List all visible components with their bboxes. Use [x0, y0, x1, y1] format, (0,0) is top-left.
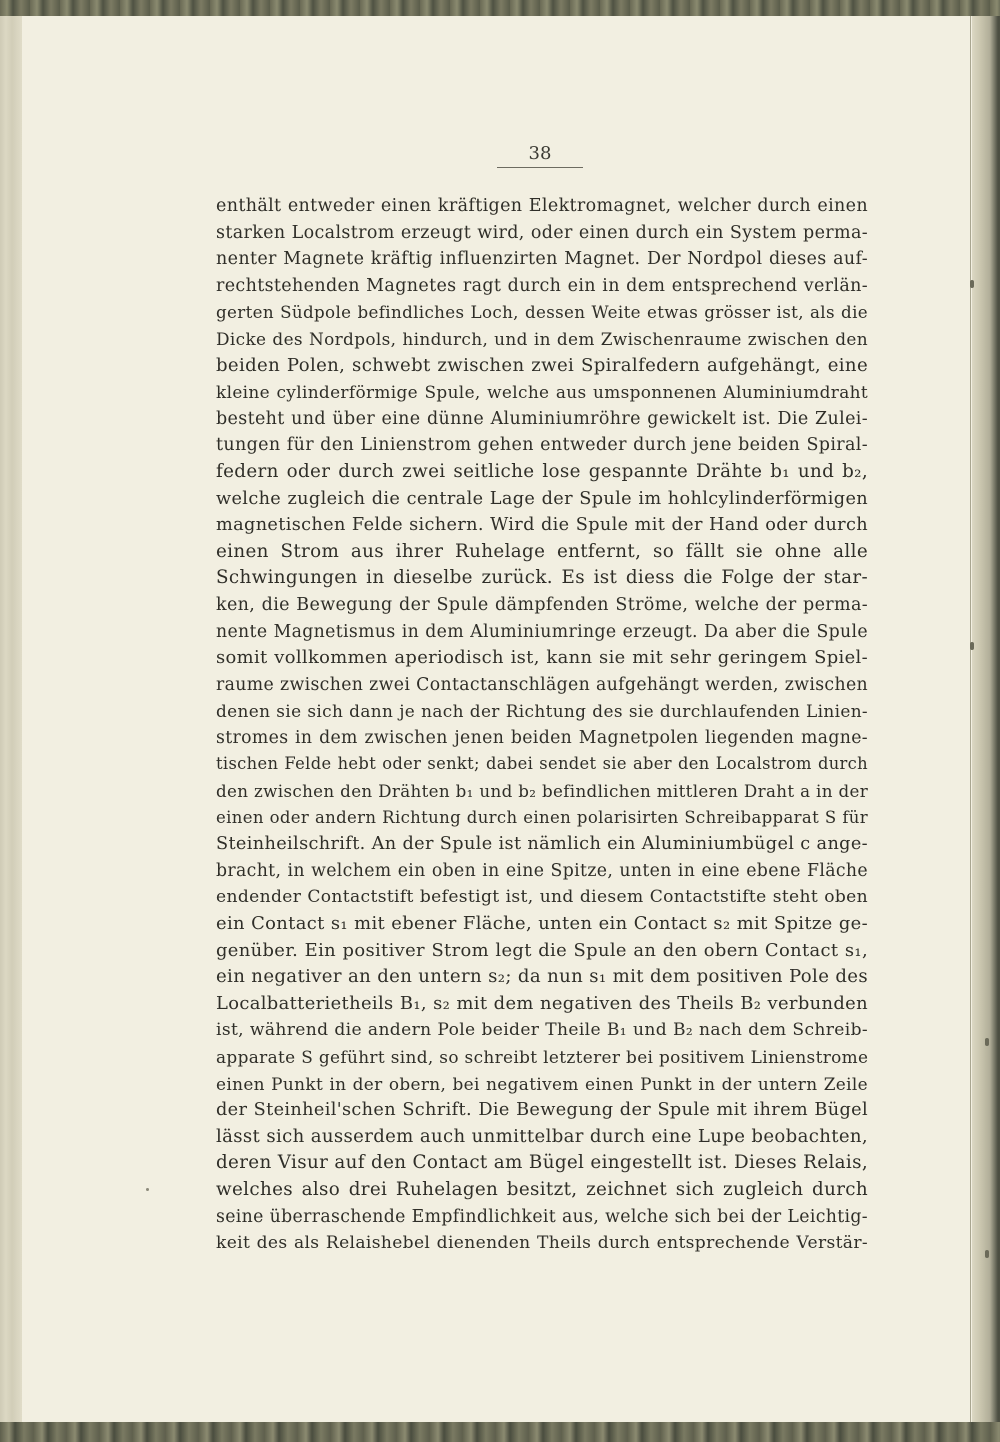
top-binding-strip	[0, 0, 1000, 16]
text-line: ein Contact s₁ mit ebener Fläche, unten ein Contact s₂ mit Spitze ge-	[216, 913, 868, 935]
text-line: ein negativer an den untern s₂; da nun s₁ mit dem positiven Pole des	[216, 966, 868, 988]
text-line: tungen für den Linienstrom gehen entweder durch jene beiden Spiral-	[216, 435, 868, 456]
text-line: Schwingungen in dieselbe zurück. Es ist diess die Folge der star-	[216, 567, 868, 589]
text-line: welche zugleich die centrale Lage der Spule im hohlcylinderförmigen	[216, 488, 868, 509]
left-page-edge	[0, 16, 23, 1422]
text-line: welches also drei Ruhelagen besitzt, zeichnet sich zugleich durch	[216, 1178, 868, 1200]
text-line: seine überraschende Empfindlichkeit aus, welche sich bei der Leichtig-	[216, 1206, 868, 1227]
text-line: der Steinheil'schen Schrift. Die Bewegung der Spule mit ihrem Bügel	[216, 1100, 868, 1121]
text-line: raume zwischen zwei Contactanschlägen aufgehängt werden, zwischen	[216, 674, 868, 695]
text-line: einen oder andern Richtung durch einen polarisirten Schreibapparat S für	[216, 807, 868, 827]
text-line: nente Magnetismus in dem Aluminiumringe erzeugt. Da aber die Spule	[216, 621, 868, 642]
text-line: Localbatterietheils B₁, s₂ mit dem negativen des Theils B₂ verbunden	[216, 992, 868, 1014]
text-line: stromes in dem zwischen jenen beiden Magnetpolen liegenden magne-	[216, 727, 868, 748]
text-line: ken, die Bewegung der Spule dämpfenden Ströme, welche der perma-	[216, 594, 868, 615]
text-line: magnetischen Felde sichern. Wird die Spule mit der Hand oder durch	[216, 515, 868, 536]
paper-speck	[146, 1188, 149, 1191]
text-line: deren Visur auf den Contact am Bügel eingestellt ist. Dieses Relais,	[216, 1152, 868, 1174]
right-page-edge	[972, 16, 1000, 1422]
text-line: enthält entweder einen kräftigen Elektromagnet, welcher durch einen	[216, 196, 868, 216]
text-line: lässt sich ausserdem auch unmittelbar durch eine Lupe beobachten,	[216, 1125, 868, 1147]
page-number-rule	[497, 167, 583, 168]
text-line: den zwischen den Drähten b₁ und b₂ befindlichen mittleren Draht a in der	[216, 781, 869, 802]
text-line: apparate S geführt sind, so schreibt letzterer bei positivem Linienstrome	[216, 1047, 869, 1067]
text-line: beiden Polen, schwebt zwischen zwei Spiralfedern aufgehängt, eine	[216, 354, 868, 376]
text-line: nenter Magnete kräftig influenzirten Magnet. Der Nordpol dieses auf-	[216, 249, 868, 270]
page-number: 38	[528, 143, 552, 164]
text-line: besteht und über eine dünne Aluminiumröhre gewickelt ist. Die Zulei-	[216, 408, 868, 429]
text-line: einen Punkt in der obern, bei negativem einen Punkt in der untern Zeile	[216, 1073, 868, 1094]
text-line: starken Localstrom erzeugt wird, oder einen durch ein System perma-	[216, 222, 868, 243]
right-margin-rule	[970, 16, 971, 1422]
text-line: einen Strom aus ihrer Ruhelage entfernt, so fällt sie ohne alle	[216, 540, 868, 562]
text-line: Steinheilschrift. An der Spule ist nämlich ein Aluminiumbügel c ange-	[216, 834, 868, 855]
margin-tick	[985, 1038, 989, 1046]
margin-tick	[985, 1250, 989, 1258]
text-line: denen sie sich dann je nach der Richtung des sie durchlaufenden Linien-	[216, 701, 868, 722]
margin-tick	[970, 642, 974, 650]
bottom-binding-strip	[0, 1422, 1000, 1442]
text-line: federn oder durch zwei seitliche lose gespannte Drähte b₁ und b₂,	[216, 460, 868, 482]
text-line: bracht, in welchem ein oben in eine Spitze, unten in eine ebene Fläche	[216, 860, 868, 881]
text-line: rechtstehenden Magnetes ragt durch ein in dem entsprechend verlän-	[216, 275, 868, 296]
text-line: gerten Südpole befindliches Loch, dessen Weite etwas grösser ist, als die	[216, 302, 868, 323]
text-line: somit vollkommen aperiodisch ist, kann sie mit sehr geringem Spiel-	[216, 647, 868, 669]
text-line: genüber. Ein positiver Strom legt die Spule an den obern Contact s₁,	[216, 939, 868, 961]
text-line: ist, während die andern Pole beider Theile B₁ und B₂ nach dem Schreib-	[216, 1020, 868, 1041]
text-line: keit des als Relaishebel dienenden Theils durch entsprechende Verstär-	[216, 1233, 868, 1254]
margin-tick	[970, 280, 974, 288]
text-line: tischen Felde hebt oder senkt; dabei sendet sie aber den Localstrom durch	[216, 754, 868, 774]
body-text	[216, 193, 868, 1257]
text-line: Dicke des Nordpols, hindurch, und in dem Zwischenraume zwischen den	[216, 328, 868, 349]
text-line: kleine cylinderförmige Spule, welche aus umsponnenen Aluminiumdraht	[216, 382, 868, 403]
text-line: endender Contactstift befestigt ist, und diesem Contactstifte steht oben	[216, 887, 868, 908]
